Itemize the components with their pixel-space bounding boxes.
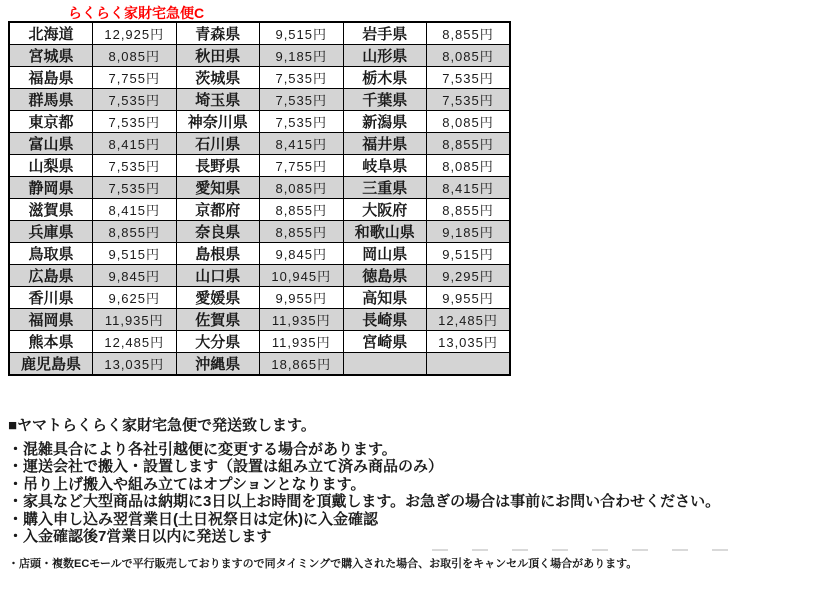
prefecture-cell: 高知県 xyxy=(343,287,427,309)
prefecture-cell: 山梨県 xyxy=(9,155,93,177)
price-cell: 8,855円 xyxy=(427,199,511,221)
prefecture-cell: 兵庫県 xyxy=(9,221,93,243)
prefecture-cell: 秋田県 xyxy=(176,45,260,67)
price-cell: 13,035円 xyxy=(93,353,177,376)
table-row xyxy=(9,89,510,111)
table-row xyxy=(9,331,510,353)
table-row xyxy=(9,309,510,331)
table-row xyxy=(9,111,510,133)
prefecture-cell: 佐賀県 xyxy=(176,309,260,331)
table-row xyxy=(9,177,510,199)
price-cell: 9,515円 xyxy=(260,22,344,45)
price-cell: 12,925円 xyxy=(93,22,177,45)
price-cell: 7,535円 xyxy=(260,67,344,89)
price-cell: 9,625円 xyxy=(93,287,177,309)
prefecture-cell: 徳島県 xyxy=(343,265,427,287)
prefecture-cell: 千葉県 xyxy=(343,89,427,111)
note-item: ・購入申し込み翌営業日(土日祝祭日は定休)に入金確認 xyxy=(8,510,378,528)
price-cell: 8,085円 xyxy=(427,111,511,133)
prefecture-cell: 新潟県 xyxy=(343,111,427,133)
price-cell: 9,845円 xyxy=(93,265,177,287)
small-note: ・店頭・複数ECモールで平行販売しておりますので同タイミングで購入された場合、お取引をキャンセル頂く場合があります。 xyxy=(8,558,638,570)
price-cell: 11,935円 xyxy=(260,331,344,353)
price-cell: 11,935円 xyxy=(93,309,177,331)
page-title: らくらく家財宅急便C xyxy=(68,5,205,21)
prefecture-cell: 和歌山県 xyxy=(343,221,427,243)
price-cell: 7,755円 xyxy=(93,67,177,89)
prefecture-cell: 沖縄県 xyxy=(176,353,260,376)
price-cell: 8,085円 xyxy=(260,177,344,199)
prefecture-cell: 三重県 xyxy=(343,177,427,199)
price-cell: 7,535円 xyxy=(93,89,177,111)
prefecture-cell: 福島県 xyxy=(9,67,93,89)
price-cell: 8,415円 xyxy=(427,177,511,199)
table-row xyxy=(9,265,510,287)
table-row xyxy=(9,199,510,221)
prefecture-cell: 香川県 xyxy=(9,287,93,309)
price-cell: 8,085円 xyxy=(427,155,511,177)
price-cell: 7,535円 xyxy=(427,67,511,89)
prefecture-cell: 神奈川県 xyxy=(176,111,260,133)
note-item: ・混雑具合により各社引越便に変更する場合があります。 xyxy=(8,441,397,458)
price-cell: 8,855円 xyxy=(427,133,511,155)
price-cell: 13,035円 xyxy=(427,331,511,353)
note-item: ・入金確認後7営業日以内に発送します xyxy=(8,527,272,545)
price-cell: 8,855円 xyxy=(260,199,344,221)
table-row xyxy=(9,221,510,243)
prefecture-cell: 富山県 xyxy=(9,133,93,155)
prefecture-cell: 長野県 xyxy=(176,155,260,177)
prefecture-cell: 岐阜県 xyxy=(343,155,427,177)
notes-list xyxy=(8,441,720,545)
prefecture-cell: 愛媛県 xyxy=(176,287,260,309)
table-row xyxy=(9,243,510,265)
price-cell: 8,415円 xyxy=(93,133,177,155)
table-row xyxy=(9,45,510,67)
prefecture-cell: 茨城県 xyxy=(176,67,260,89)
price-cell: 10,945円 xyxy=(260,265,344,287)
prefecture-cell: 京都府 xyxy=(176,199,260,221)
prefecture-cell: 鳥取県 xyxy=(9,243,93,265)
faint-artifact xyxy=(432,549,732,551)
price-cell: 9,845円 xyxy=(260,243,344,265)
price-cell: 12,485円 xyxy=(93,331,177,353)
price-cell: 8,855円 xyxy=(260,221,344,243)
shipping-fee-table xyxy=(8,21,511,376)
price-cell: 9,295円 xyxy=(427,265,511,287)
price-cell: 8,855円 xyxy=(93,221,177,243)
table-row xyxy=(9,287,510,309)
prefecture-cell: 東京都 xyxy=(9,111,93,133)
prefecture-cell: 群馬県 xyxy=(9,89,93,111)
price-cell: 8,085円 xyxy=(427,45,511,67)
price-cell: 9,185円 xyxy=(427,221,511,243)
prefecture-cell: 大分県 xyxy=(176,331,260,353)
price-cell: 18,865円 xyxy=(260,353,344,376)
note-item: ・家具など大型商品は納期に3日以上お時間を頂戴します。お急ぎの場合は事前にお問い合わせください。 xyxy=(8,493,721,511)
price-cell: 12,485円 xyxy=(427,309,511,331)
prefecture-cell: 長崎県 xyxy=(343,309,427,331)
note-item: ・吊り上げ搬入や組み立てはオプションとなります。 xyxy=(8,475,366,493)
price-cell: 9,185円 xyxy=(260,45,344,67)
prefecture-cell: 宮崎県 xyxy=(343,331,427,353)
prefecture-cell: 岡山県 xyxy=(343,243,427,265)
price-cell: 9,515円 xyxy=(427,243,511,265)
price-cell: 7,535円 xyxy=(93,111,177,133)
prefecture-cell: 大阪府 xyxy=(343,199,427,221)
prefecture-cell: 石川県 xyxy=(176,133,260,155)
table-row xyxy=(9,353,510,376)
price-cell: 7,755円 xyxy=(260,155,344,177)
prefecture-cell: 島根県 xyxy=(176,243,260,265)
price-cell: 9,515円 xyxy=(93,243,177,265)
prefecture-cell: 福岡県 xyxy=(9,309,93,331)
price-cell: 8,415円 xyxy=(93,199,177,221)
table-row xyxy=(9,155,510,177)
price-cell: 7,535円 xyxy=(93,155,177,177)
prefecture-cell: 愛知県 xyxy=(176,177,260,199)
price-cell: 7,535円 xyxy=(260,89,344,111)
price-cell: 8,415円 xyxy=(260,133,344,155)
price-cell: 8,855円 xyxy=(427,22,511,45)
prefecture-cell: 福井県 xyxy=(343,133,427,155)
prefecture-cell: 北海道 xyxy=(9,22,93,45)
prefecture-cell: 青森県 xyxy=(176,22,260,45)
price-cell xyxy=(427,353,511,376)
note-item: ・運送会社で搬入・設置します（設置は組み立て済み商品のみ） xyxy=(8,458,444,476)
price-cell: 7,535円 xyxy=(260,111,344,133)
price-cell: 8,085円 xyxy=(93,45,177,67)
prefecture-cell: 静岡県 xyxy=(9,177,93,199)
prefecture-cell: 奈良県 xyxy=(176,221,260,243)
prefecture-cell: 鹿児島県 xyxy=(9,353,93,376)
price-cell: 9,955円 xyxy=(427,287,511,309)
notes-heading: ■ヤマトらくらく家財宅急便で発送致します。 xyxy=(8,417,316,434)
prefecture-cell: 宮城県 xyxy=(9,45,93,67)
prefecture-cell: 岩手県 xyxy=(343,22,427,45)
prefecture-cell: 滋賀県 xyxy=(9,199,93,221)
prefecture-cell xyxy=(343,353,427,376)
prefecture-cell: 埼玉県 xyxy=(176,89,260,111)
prefecture-cell: 熊本県 xyxy=(9,331,93,353)
prefecture-cell: 栃木県 xyxy=(343,67,427,89)
price-cell: 9,955円 xyxy=(260,287,344,309)
table-row xyxy=(9,22,510,45)
price-cell: 7,535円 xyxy=(427,89,511,111)
table-row xyxy=(9,67,510,89)
shipping-fee-table-body xyxy=(9,22,510,375)
price-cell: 11,935円 xyxy=(260,309,344,331)
price-cell: 7,535円 xyxy=(93,177,177,199)
prefecture-cell: 山形県 xyxy=(343,45,427,67)
prefecture-cell: 山口県 xyxy=(176,265,260,287)
prefecture-cell: 広島県 xyxy=(9,265,93,287)
table-row xyxy=(9,133,510,155)
